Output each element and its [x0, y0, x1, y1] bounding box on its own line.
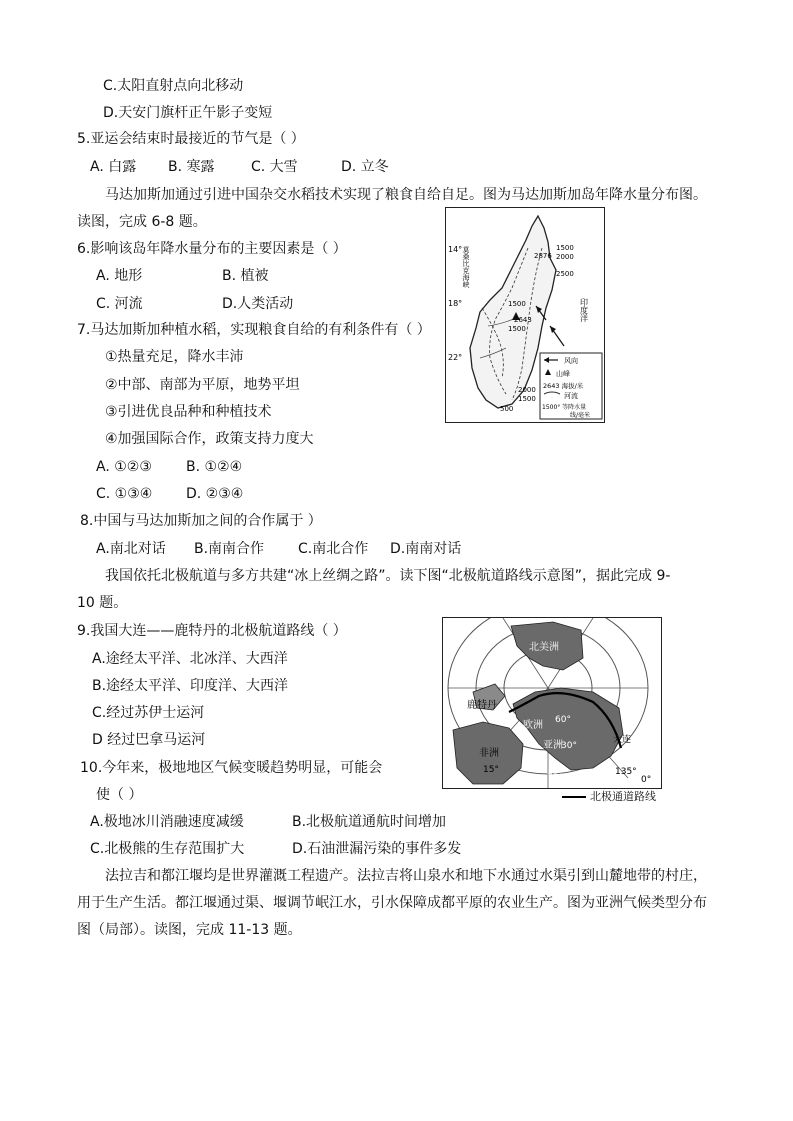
q7-option-a: A. ①②③	[96, 459, 152, 475]
legend-peak-label: 山峰	[556, 370, 570, 378]
isohyet-2000-south-label: 2000	[518, 386, 536, 394]
q9-option-d: D 经过巴拿马运河	[92, 732, 206, 748]
q10-option-d: D.石油泄漏污染的事件多发	[292, 841, 462, 857]
q6-option-b: B. 植被	[222, 268, 269, 284]
peak-2876-label: 2876	[534, 252, 552, 260]
isohyet-1500-label: 1500	[556, 244, 574, 252]
q6-option-a: A. 地形	[96, 268, 143, 284]
isohyet-1500-south-label: 1500	[518, 395, 536, 403]
peak-2643-label: 2643	[514, 316, 532, 324]
q10-stem-1: 10.今年来，极地地区气候变暖趋势明显，可能会	[80, 760, 383, 776]
intro-madagascar-1: 马达加斯加通过引进中国杂交水稻技术实现了粮食自给自足。图为马达加斯加岛年降水量分布图。	[105, 187, 707, 203]
isohyet-2000-label: 2000	[556, 253, 574, 261]
legend-route-label: 北极通道路线	[590, 790, 656, 803]
q9-option-c: C.经过苏伊士运河	[92, 705, 205, 721]
legend-isohyet-label-2: 线/毫米	[570, 412, 591, 419]
madagascar-map-svg	[446, 208, 604, 422]
q7-stem: 7.马达加斯加种植水稻，实现粮食自给的有利条件有（ ）	[77, 322, 431, 338]
q8-stem: 8.中国与马达加斯加之间的合作属于 ）	[80, 513, 322, 529]
q6-stem: 6.影响该岛年降水量分布的主要因素是（ ）	[77, 241, 347, 257]
indian-ocean-label: 印度洋	[579, 298, 589, 322]
deg-135-label: 135°	[615, 767, 637, 777]
q8-option-d: D.南南对话	[390, 541, 462, 557]
q10-stem-2: 使（ ）	[96, 787, 143, 803]
north-america-label: 北美洲	[529, 642, 559, 653]
legend-river-label: 河流	[564, 392, 578, 400]
q5-option-a: A. 白露	[90, 159, 137, 175]
q6-option-d: D.人类活动	[222, 296, 294, 312]
q8-option-c: C.南北合作	[298, 541, 369, 557]
deg-15-label: 15°	[483, 765, 499, 775]
q7-item-4: ④加强国际合作，政策支持力度大	[105, 431, 314, 447]
q8-option-a: A.南北对话	[96, 541, 166, 557]
q7-option-b: B. ①②④	[186, 459, 243, 475]
lat-14-label: 14°	[448, 245, 463, 254]
deg-60-label: 60°	[555, 715, 571, 725]
lat-18-label: 18°	[448, 299, 463, 308]
isohyet-500-label: 500	[500, 405, 514, 413]
mozambique-channel-label: 莫桑比克海峡	[462, 246, 470, 288]
q7-item-2: ②中部、南部为平原，地势平坦	[105, 377, 300, 393]
legend-elevation-label: 2643 海拔/米	[543, 382, 584, 390]
q5-stem: 5.亚运会结束时最接近的节气是（ ）	[77, 131, 305, 147]
isohyet-1500-west-label: 1500	[508, 300, 526, 308]
madagascar-precipitation-map	[445, 207, 605, 423]
legend-route-line-icon	[562, 796, 586, 798]
europe-label: 欧洲	[523, 720, 543, 731]
africa-label: 非洲	[479, 748, 499, 759]
q6-option-c: C. 河流	[96, 296, 143, 312]
wind-arrow-head	[550, 326, 556, 333]
intro-arctic-2: 10 题。	[77, 595, 128, 611]
dalian-label: 大连	[613, 735, 632, 745]
intro-asia-1: 法拉吉和都江堰均是世界灌溉工程遗产。法拉吉将山泉水和地下水通过水渠引到山麓地带的村庄，	[105, 868, 707, 884]
deg-75-label: 75°	[547, 773, 563, 783]
q10-option-c: C.北极熊的生存范围扩大	[90, 841, 245, 857]
q7-option-c: C. ①③④	[96, 486, 153, 502]
q5-option-c: C. 大雪	[251, 159, 298, 175]
q5-option-b: B. 寒露	[168, 159, 215, 175]
q7-item-1: ①热量充足，降水丰沛	[105, 349, 244, 365]
deg-0-label: 0°	[641, 775, 652, 785]
intro-madagascar-2: 读图，完成 6-8 题。	[77, 214, 207, 230]
deg-30-label: 30°	[561, 741, 577, 751]
arctic-map-svg	[443, 618, 661, 788]
q7-item-3: ③引进优良品种和种植技术	[105, 404, 272, 420]
q10-option-a: A.极地冰川消融速度减缓	[90, 814, 244, 830]
legend-wind-label: 风向	[564, 357, 578, 365]
q9-stem: 9.我国大连——鹿特丹的北极航道路线（ ）	[77, 623, 347, 639]
isohyet-1500-mid-label: 1500	[508, 325, 526, 333]
intro-asia-2: 用于生产生活。都江堰通过渠、堰调节岷江水，引水保障成都平原的农业生产。图为亚洲气候类型分布	[77, 895, 707, 911]
q4-option-c: C.太阳直射点向北移动	[103, 78, 244, 94]
q9-option-a: A.途经太平洋、北冰洋、大西洋	[92, 651, 288, 667]
legend-isohyet-label-1: 1500° 等降水量	[542, 404, 587, 411]
intro-asia-3: 图（局部）。读图，完成 11-13 题。	[77, 922, 302, 938]
q9-option-b: B.途经太平洋、印度洋、大西洋	[92, 678, 289, 694]
q7-option-d: D. ②③④	[186, 486, 244, 502]
q4-option-d: D.天安门旗杆正午影子变短	[103, 105, 273, 121]
arctic-route-map	[442, 617, 662, 789]
asia-label: 亚洲	[543, 740, 563, 751]
lat-22-label: 22°	[448, 353, 463, 362]
q10-option-b: B.北极航道通航时间增加	[292, 814, 447, 830]
intro-arctic-1: 我国依托北极航道与多方共建“冰上丝绸之路”。读下图“北极航道路线示意图”，据此完成 9-	[105, 568, 671, 584]
rotterdam-label: 鹿特丹	[467, 700, 497, 711]
q8-option-b: B.南南合作	[194, 541, 265, 557]
q5-option-d: D. 立冬	[341, 159, 389, 175]
isohyet-2500-label: 2500	[556, 270, 574, 278]
arctic-map-legend	[562, 788, 656, 806]
